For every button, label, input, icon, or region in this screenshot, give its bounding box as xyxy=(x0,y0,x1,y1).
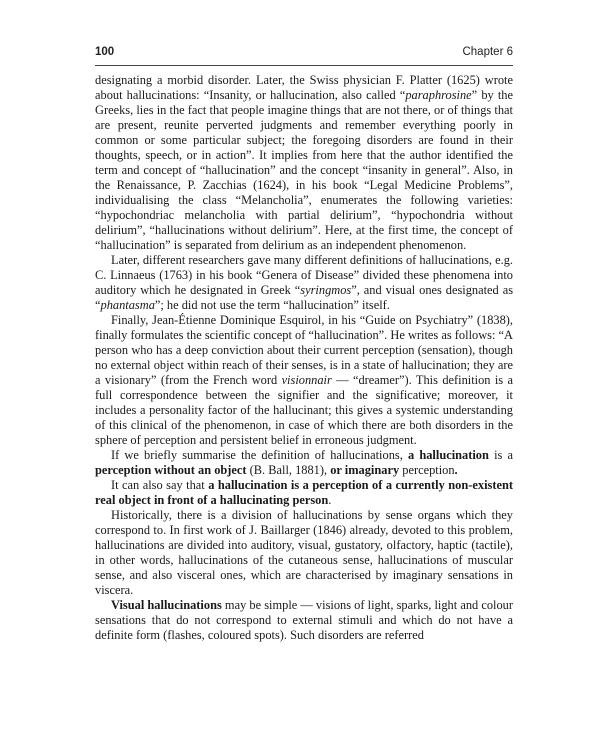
paragraph-p1 xyxy=(95,73,513,253)
paragraph-p3 xyxy=(95,313,513,448)
page-number: 100 xyxy=(95,46,115,58)
text-segment: . xyxy=(328,493,332,507)
text-segment: a hallucination xyxy=(407,448,489,462)
text-segment: perception xyxy=(399,463,455,477)
text-segment: a hallucination is a perception of a currently non-existent real object in front of a hallucinating person xyxy=(95,478,513,507)
text-segment: phantasma xyxy=(100,298,155,312)
text-segment: Visual hallucinations xyxy=(111,598,222,612)
text-segment: ”; he did not use the term “hallucination” itself. xyxy=(154,298,390,312)
text-segment: It can also say that xyxy=(111,478,209,492)
text-segment: designating a morbid disorder. Later, the Swiss physician F. Platter (1625) wrote about hallucinations: “Insanity, or hallucination, also called “ xyxy=(95,73,513,102)
running-header xyxy=(95,46,513,58)
text-segment: Historically, there is a division of hallucinations by sense organs which they correspond to. In first work of J. Baillarger (1846) already, devoted to this problem, hallucinations are divided into auditory, visual, gustatory, olfactory, haptic (tactile), in other words, hallucinations of the cutaneous sense, hallucinations of muscular sense, and also visceral ones, which are characterised by imaginary sensations in viscera. xyxy=(95,508,513,597)
text-segment: Finally, Jean-Étienne Dominique Esquirol, in his “Guide on Psychiatry” (1838), finally formulates the scientific concept of “hallucination”. He writes as follows: “A person who has a deep conviction about their current perception (sensation), though no external object within reach of their senses, is in a state of hallucination; they are a visionary” (from the French word xyxy=(95,313,513,387)
text-segment: Later, different researchers gave many different definitions of hallucinations, e.g. C. Linnaeus (1763) in his book “Genera of Disease” divided these phenomena into auditory which he designated in Greek “ xyxy=(95,253,513,297)
text-segment: ” by the Greeks, lies in the fact that people imagine things that are not there, or of things that are present, reunite perverted judgments and remember everything poorly in common or some particular subject; the foregoing disorders are found in their thoughts, speech, or in action”. It implies from here that the author identified the term and concept of “hallucination” and the concept “insanity in general”. Also, in the Renaissance, P. Zacchias (1624), in his book “Legal Medicine Problems”, individualising the class “Melancholia”, enumerates the following varieties: “hypochondriac melancholia with partial delirium”, “hypochondria without delirium”, “hallucinations without delirium”. Here, at the first time, the concept of “hallucination” is separated from delirium as an independent phenomenon. xyxy=(95,88,513,252)
header-rule xyxy=(95,65,513,66)
text-segment: paraphrosine xyxy=(405,88,472,102)
text-segment: perception without an object xyxy=(95,463,247,477)
text-segment: syringmos xyxy=(300,283,352,297)
body-text xyxy=(95,73,513,643)
chapter-title: Chapter 6 xyxy=(462,46,513,58)
text-segment: — “dreamer”). This definition is a full correspondence between the signifier and the significative; moreover, it includes a personality factor of the hallucinant; this gives a systemic understanding of this clinical of the phenomenon, in case of which there are both disorders in the sphere of perception and persistent belief in erroneous judgment. xyxy=(95,373,513,447)
text-segment: . xyxy=(454,463,458,477)
text-segment: ”, and visual ones designated as “ xyxy=(95,283,514,312)
paragraph-p4 xyxy=(95,448,513,478)
text-segment: may be simple — visions of light, sparks, light and colour sensations that do not correspond to external stimuli and which do not have a definite form (flashes, coloured spots). Such disorders are referred xyxy=(95,598,514,642)
paragraph-p5 xyxy=(95,478,513,508)
paragraph-p7 xyxy=(95,598,513,643)
text-segment: If we briefly summarise the definition of hallucinations, xyxy=(111,448,408,462)
paragraph-p6 xyxy=(95,508,513,598)
text-segment: or imaginary xyxy=(330,463,400,477)
paragraph-p2 xyxy=(95,253,513,313)
text-segment: is a xyxy=(488,448,514,462)
text-segment: (B. Ball, 1881), xyxy=(246,463,331,477)
text-segment: visionnair xyxy=(281,373,332,387)
